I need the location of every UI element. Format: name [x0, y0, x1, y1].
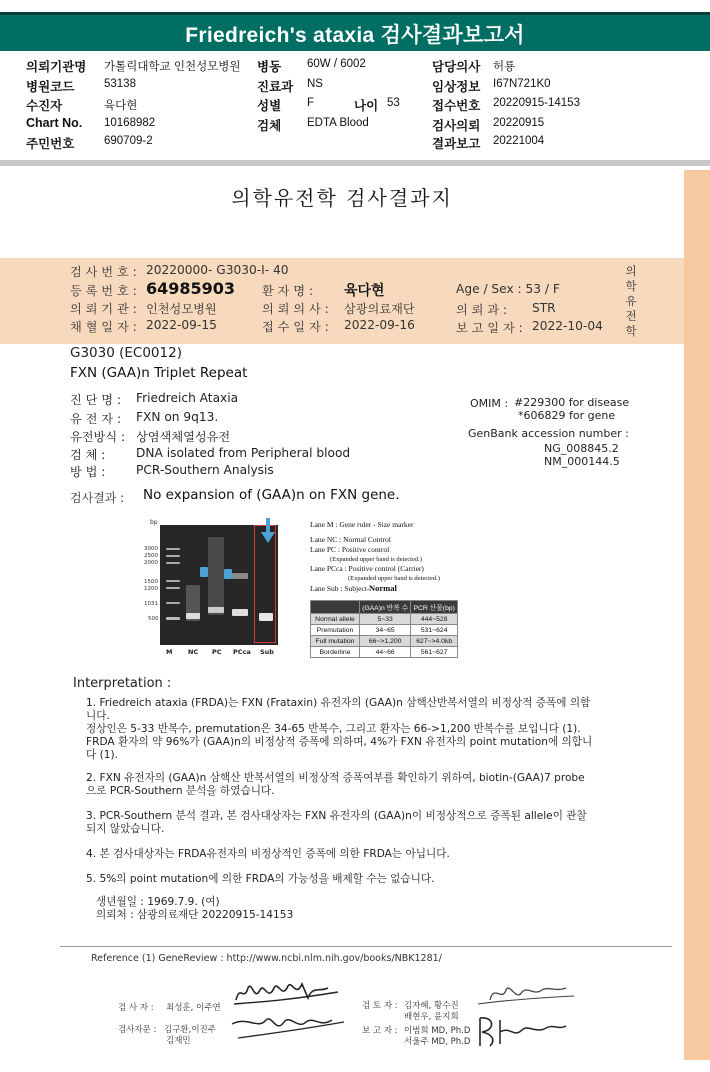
tester-label: 검 사 자 :: [118, 1003, 154, 1013]
report-date-value: 2022-10-04: [532, 319, 603, 333]
collection-date-label: 채 혈 일 자 :: [70, 320, 137, 334]
genbank-label: GenBank accession number :: [468, 427, 629, 440]
omim-disease: #229300 for disease: [514, 396, 630, 409]
marker-label: 2500: [144, 553, 158, 559]
marker-band: [166, 587, 180, 589]
field-label: 성별: [257, 99, 282, 113]
received-date-label: 접 수 일 자 :: [262, 320, 329, 334]
reporter-name: 이범희 MD, Ph.D: [404, 1026, 471, 1036]
reporter-name: 서울주 MD, Ph.D: [404, 1037, 471, 1047]
gene-label: 유 전 자 :: [70, 412, 122, 426]
field-value: 가톨릭대학교 인천성모병원: [104, 61, 241, 73]
client-info: 의뢰처 : 삼광의료재단 20220915-14153: [96, 909, 294, 921]
subject-band: [259, 613, 273, 621]
text-line: 니다.: [86, 710, 110, 722]
table-cell: Full mutation: [311, 636, 360, 647]
field-label: 검사의뢰: [432, 119, 481, 133]
report-header-title: Friedreich's ataxia 검사결과보고서: [185, 24, 525, 47]
side-label: 의학유전학: [625, 264, 637, 338]
table-row: [311, 647, 458, 658]
marker-label: 1200: [144, 586, 158, 592]
text-line: FRDA 환자의 약 96%가 (GAA)n의 비정상적 증폭에 의하며, 4%가 FXN 유전자의 point mutation에 의합니: [86, 736, 593, 748]
field-label: 나이: [354, 99, 379, 113]
table-cell: Normal allele: [311, 614, 360, 625]
divider: [60, 946, 672, 947]
lane-label: PC: [212, 648, 222, 656]
text-line: 정상인은 5-33 반복수, premutation은 34-65 반복수, 그리고 환자는 66->1,200 반복수를 보입니다 (1).: [86, 723, 581, 735]
field-value: 20220915: [493, 117, 545, 129]
gene-value: FXN on 9q13.: [136, 410, 219, 424]
text-line: 되지 않았습니다.: [86, 823, 165, 835]
inheritance-label: 유전방식 :: [70, 430, 126, 444]
field-value: 10168982: [104, 117, 156, 129]
nc-band: [186, 613, 200, 619]
table-cell: 561~627: [411, 647, 458, 658]
reviewer-name: 배현우, 윤지희: [404, 1012, 459, 1022]
table-cell: 5~33: [360, 614, 411, 625]
text-line: 5. 5%의 point mutation에 의한 FRDA의 가능성을 배제할 수는 없습니다.: [86, 873, 435, 885]
field-label: 접수번호: [432, 99, 481, 113]
marker-band: [166, 617, 180, 620]
patient-name-label: 환 자 명 :: [262, 284, 314, 298]
specimen-value: DNA isolated from Peripheral blood: [136, 446, 351, 460]
method-value: PCR-Southern Analysis: [136, 463, 274, 477]
legend-item: Lane M : Gene ruler - Size marker: [310, 520, 414, 529]
field-label: 병동: [257, 60, 282, 74]
birth-date: 생년월일 : 1969.7.9. (여): [96, 896, 220, 908]
arrow-marker: [224, 569, 232, 579]
field-value: 20221004: [493, 135, 545, 147]
result-value: No expansion of (GAA)n on FXN gene.: [143, 487, 400, 503]
reviewer-name: 김자혜, 황수진: [404, 1001, 459, 1011]
lane-label: PCca: [233, 648, 251, 656]
field-label: 주민번호: [26, 137, 75, 151]
table-cell: Borderline: [311, 647, 360, 658]
collection-date-value: 2022-09-15: [146, 318, 217, 332]
marker-label: 500: [148, 616, 159, 622]
marker-label: 2000: [144, 560, 158, 566]
test-name: FXN (GAA)n Triplet Repeat: [70, 365, 248, 381]
field-label: 수진자: [26, 99, 63, 113]
arrow-marker: [200, 567, 208, 577]
table-cell: 44~66: [360, 647, 411, 658]
genbank-2: NM_000144.5: [544, 455, 620, 468]
table-cell: Premutation: [311, 625, 360, 636]
field-value: 53138: [104, 78, 136, 90]
text-line: 2. FXN 유전자의 (GAA)n 삼핵산 반복서열의 비정상적 증폭여부를 확인하기 위하여, biotin-(GAA)7 probe: [86, 772, 585, 784]
diagnosis-value: Friedreich Ataxia: [136, 391, 239, 405]
field-value: 53: [387, 97, 400, 109]
marker-band: [166, 555, 180, 557]
reviewer-signature: [476, 980, 576, 1010]
table-cell: 627~>4.0kb: [411, 636, 458, 647]
text-line: 1. Friedreich ataxia (FRDA)는 FXN (Frataxin) 유전자의 (GAA)n 삼핵산반복서열의 비정상적 증폭에 의함: [86, 697, 591, 709]
tester-signature: [230, 978, 342, 1010]
field-value: 육다현: [104, 100, 138, 112]
text-line: 3. PCR-Southern 분석 결과, 본 검사대상자는 FXN 유전자의 (GAA)n이 비정상적으로 증폭된 allele이 관찰: [86, 810, 587, 822]
doctor-label: 의 뢰 의 사 :: [262, 302, 329, 316]
field-value: I67N721K0: [493, 78, 551, 90]
field-value: 60W / 6002: [307, 58, 366, 70]
text-line: 으로 PCR-Southern 분석을 하였습니다.: [86, 785, 275, 797]
doctor-value: 삼광의료재단: [344, 302, 415, 316]
field-label: 임상정보: [432, 80, 481, 94]
lane-label: NC: [188, 648, 199, 656]
field-label: 진료과: [257, 80, 294, 94]
legend-item: Lane PC : Positive control: [310, 545, 390, 554]
specimen-label: 검 체 :: [70, 448, 106, 462]
legend-item: Lane Sub : Subject-: [310, 584, 370, 593]
age-sex: Age / Sex : 53 / F: [456, 282, 560, 296]
test-number-value: 20220000- G3030-I- 40: [146, 263, 289, 277]
arrow-down-icon: [258, 516, 278, 544]
bp-label: bp: [150, 519, 158, 526]
interpretation-title: Interpretation :: [73, 676, 172, 691]
field-value: F: [307, 97, 315, 109]
field-label: 담당의사: [432, 60, 481, 74]
text-line: 다 (1).: [86, 749, 118, 761]
marker-label: 3000: [144, 546, 158, 552]
table-cell: 66~>1,200: [360, 636, 411, 647]
reg-number-value: 64985903: [146, 279, 236, 298]
report-side-stripe: [684, 170, 710, 1060]
pc-smear: [208, 537, 224, 615]
text-line: 4. 본 검사대상자는 FRDA유전자의 비정상적인 증폭에 의한 FRDA는 아닙니다.: [86, 848, 450, 860]
field-value: EDTA Blood: [307, 117, 369, 129]
inheritance-value: 상염색체열성유전: [136, 430, 231, 444]
genbank-1: NG_008845.2: [544, 442, 619, 455]
table-cell: 34~65: [360, 625, 411, 636]
field-label: 병원코드: [26, 80, 75, 94]
institution-value: 인천성모병원: [146, 302, 217, 316]
department-value: STR: [532, 301, 556, 315]
field-value: 허룡: [493, 61, 516, 73]
field-value: NS: [307, 78, 323, 90]
field-label: 검체: [257, 119, 282, 133]
pcca-band: [232, 609, 248, 616]
lane-label: Sub: [260, 648, 274, 656]
report-header-bar: [0, 12, 710, 51]
table-cell: 444~528: [411, 614, 458, 625]
field-value: 20220915-14153: [493, 97, 580, 109]
report-date-label: 보 고 일 자 :: [456, 321, 523, 335]
supervisor-name: 김재민: [166, 1036, 191, 1046]
table-header: PCR 산물(bp): [411, 601, 458, 614]
legend-subject-result: Normal: [369, 583, 397, 593]
test-code: G3030 (EC0012): [70, 345, 182, 361]
pcca-upper-band: [232, 573, 248, 579]
table-cell: 531~624: [411, 625, 458, 636]
supervisor-signature: [228, 1010, 348, 1044]
pc-band: [208, 607, 224, 613]
institution-label: 의 뢰 기 관 :: [70, 302, 137, 316]
reporter-label: 보 고 자 :: [362, 1026, 398, 1036]
marker-label: 1031: [144, 601, 158, 607]
legend-item: Lane PCca : Positive control (Carrier): [310, 564, 424, 573]
test-number-label: 검 사 번 호 :: [70, 265, 137, 279]
received-date-value: 2022-09-16: [344, 318, 415, 332]
patient-name-value: 육다현: [344, 283, 385, 299]
reviewer-label: 검 토 자 :: [362, 1001, 398, 1011]
marker-label: 1500: [144, 579, 158, 585]
field-label: 의뢰기관명: [26, 60, 87, 74]
marker-band: [166, 562, 180, 564]
report-title: 의학유전학 검사결과지: [231, 186, 453, 210]
reg-number-label: 등 록 번 호 :: [70, 284, 137, 298]
omim-gene: *606829 for gene: [518, 409, 616, 422]
diagnosis-label: 진 단 명 :: [70, 393, 122, 407]
reporter-signature: [470, 1010, 570, 1054]
legend-item: (Expanded upper band is detected.): [348, 575, 440, 582]
table-header: (GAA)n 반복 수: [360, 601, 411, 614]
table-row: [311, 625, 458, 636]
department-label: 의 뢰 과 :: [456, 303, 508, 317]
supervisor-name: 김구환,이진주: [164, 1025, 216, 1035]
table-row: [311, 614, 458, 625]
omim-label: OMIM :: [470, 397, 509, 410]
method-label: 방 법 :: [70, 465, 106, 479]
field-value: 690709-2: [104, 135, 153, 147]
table-header: [311, 601, 360, 614]
lane-label: M: [166, 648, 173, 656]
legend-item: Lane NC : Normal Control: [310, 535, 391, 544]
result-label: 검사결과 :: [70, 491, 125, 505]
marker-band: [166, 602, 180, 604]
separator-band: [0, 160, 710, 166]
reference: Reference (1) GeneReview : http://www.ncbi.nlm.nih.gov/books/NBK1281/: [91, 953, 442, 964]
legend-item: (Expanded upper band is detected.): [330, 556, 422, 563]
supervisor-label: 검사자문 :: [118, 1025, 157, 1035]
field-label: Chart No.: [26, 116, 83, 130]
marker-band: [166, 580, 180, 582]
tester-names: 최성훈, 이주연: [166, 1003, 221, 1013]
repeat-range-table: [310, 600, 458, 658]
marker-band: [166, 548, 180, 550]
field-label: 결과보고: [432, 137, 481, 151]
table-row: [311, 636, 458, 647]
